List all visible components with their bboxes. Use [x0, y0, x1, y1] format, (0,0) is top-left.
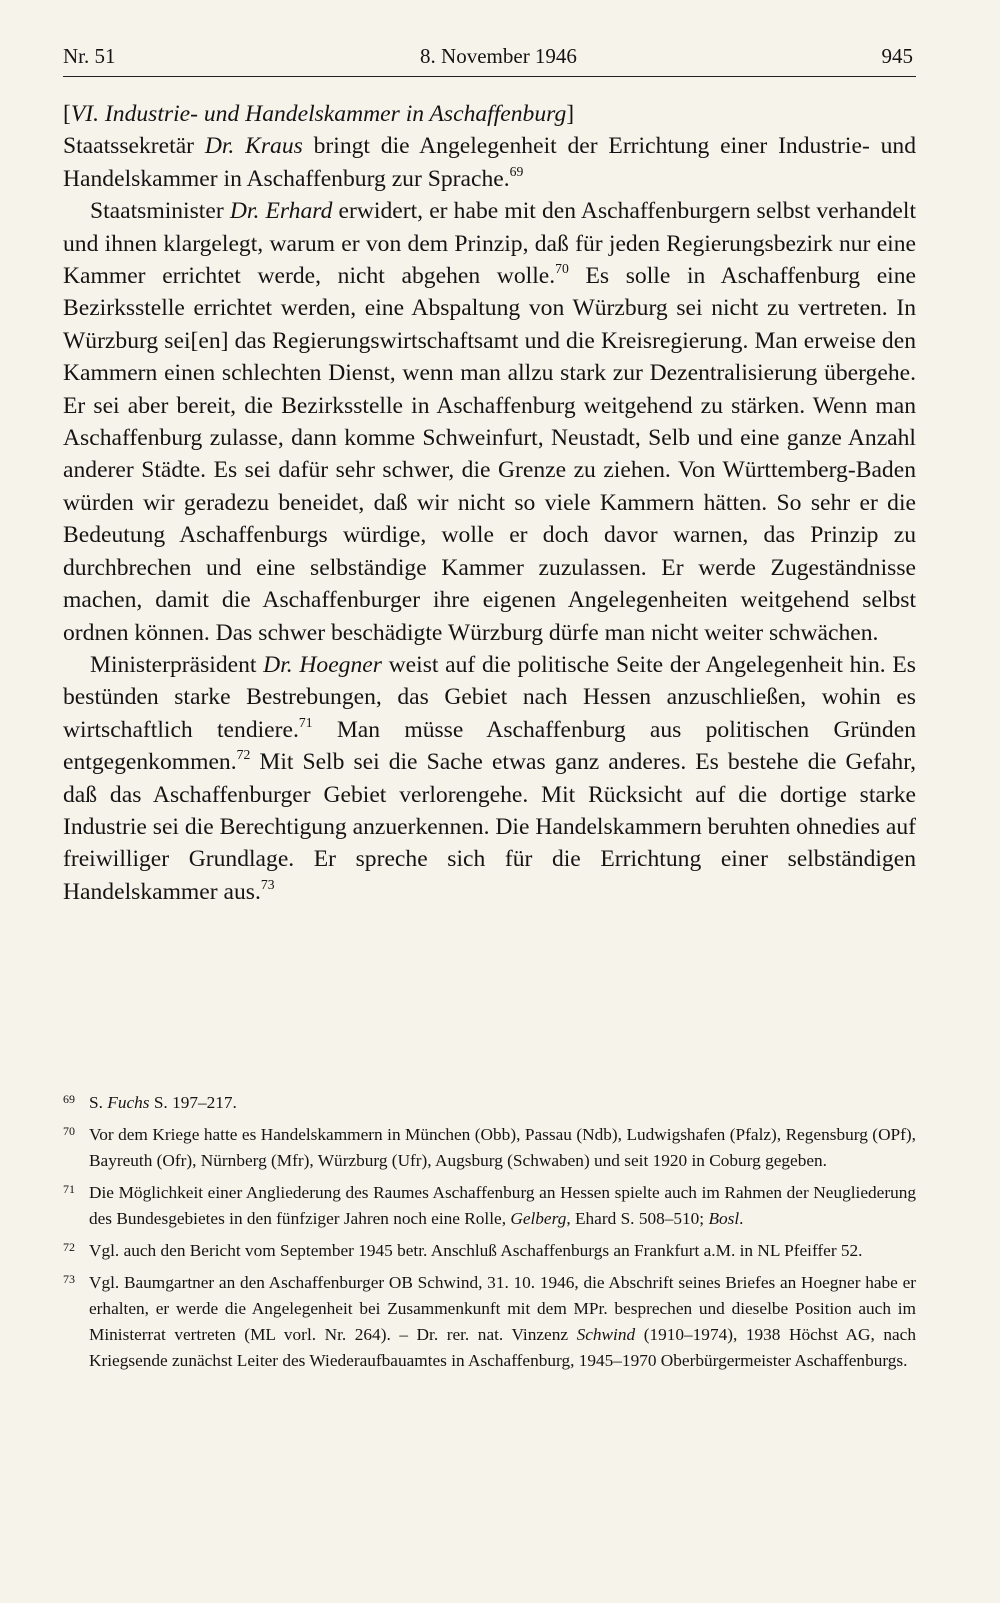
text-run: S.	[89, 1093, 108, 1112]
speaker-name: Dr. Hoegner	[263, 651, 382, 678]
footnote-text: Vor dem Kriege hatte es Handelskammern in München (Obb), Passau (Ndb), Ludwigshafen (Pfalz), Regensburg (OPf), Bayreuth (Ofr), Nürnberg (Mfr), Würzburg (Ufr), Augsburg (Schwaben) und seit 1920 in Coburg gegeben.	[89, 1125, 916, 1170]
footnote-ref-71[interactable]: 71	[298, 714, 313, 730]
footnote-number: 70	[63, 1124, 75, 1138]
section-heading	[63, 98, 916, 130]
footnote-text	[89, 1180, 916, 1232]
text-run: Staatssekretär	[63, 133, 205, 160]
paragraph-kraus	[63, 130, 916, 195]
footnote-ref-69[interactable]: 69	[509, 163, 524, 179]
heading-bracket-open: [	[63, 101, 71, 127]
text-run: Ministerpräsident	[90, 651, 264, 678]
footnote-ref-72[interactable]: 72	[236, 747, 251, 763]
footnote-69	[63, 1090, 916, 1116]
footnote-text	[89, 1090, 916, 1116]
text-run: .	[739, 1209, 744, 1228]
text-run: bringt die Angelegenheit der Errichtung einer Industrie- und Handelskammer in Aschaffenburg zur Sprache.	[63, 133, 916, 192]
main-text	[63, 98, 916, 908]
footnote-text	[89, 1270, 916, 1374]
footnote-71	[63, 1180, 916, 1232]
footnote-text: Vgl. auch den Bericht vom September 1945 betr. Anschluß Aschaffenburgs an Frankfurt a.M. in NL Pfeiffer 52.	[89, 1241, 863, 1260]
footnote-number: 69	[63, 1092, 75, 1106]
footnote-70	[63, 1122, 916, 1174]
footnote-number: 71	[63, 1182, 75, 1196]
speaker-name: Dr. Erhard	[229, 198, 333, 225]
text-run: Die Möglichkeit einer Angliederung des Raumes Aschaffenburg an Hessen spielte auch im Rahmen der Neugliederung des Bundesgebietes in den fünfziger Jahren noch eine Rolle,	[89, 1183, 916, 1228]
header-rule	[63, 76, 916, 77]
text-run: Vgl. Baumgartner an den Aschaffenburger OB Schwind, 31. 10. 1946, die Abschrift seines Briefes an Hoegner habe er erhalten, er werde die Angelegenheit bei Zusammenkunft mit dem MPr. besprechen und dieselbe Position auch im Ministerrat vertreten (ML vorl. Nr. 264). – Dr. rer. nat. Vinzenz	[89, 1273, 916, 1344]
issue-number: Nr. 51	[63, 44, 116, 68]
footnotes	[63, 1090, 916, 1380]
text-run: Mit Selb sei die Sache etwas ganz anderes. Es bestehe die Gefahr, daß das Aschaffenburger Gebiet verlorengehe. Mit Rücksicht auf die dortige starke Industrie sei die Berechtigung anzuerkennen. Die Handelskammern beruhten ohnedies auf freiwilliger Grundlage. Er spreche sich für die Errichtung einer selbständigen Handelskammer aus.	[63, 749, 917, 905]
text-run: , Ehard S. 508–510;	[566, 1209, 709, 1228]
author-name: Bosl	[708, 1209, 740, 1228]
text-run: (1910–1974), 1938 Höchst AG, nach Kriegsende zunächst Leiter des Wiederaufbauamtes in Aschaffenburg, 1945–1970 Oberbürgermeister Aschaffenburgs.	[89, 1325, 916, 1370]
paragraph-hoegner	[63, 649, 916, 908]
running-header	[63, 44, 913, 74]
text-run: Man müsse Aschaffenburg aus politischen Gründen entgegenkommen.	[63, 716, 916, 776]
page-number: 945	[881, 44, 913, 68]
text-run: S. 197–217.	[149, 1093, 237, 1112]
footnote-ref-73[interactable]: 73	[260, 876, 275, 892]
footnote-number: 73	[63, 1272, 75, 1286]
person-name: Schwind	[576, 1325, 636, 1344]
footnote-ref-70[interactable]: 70	[555, 261, 569, 277]
author-name: Fuchs	[107, 1093, 150, 1112]
heading-bracket-close: ]	[566, 101, 575, 127]
text-run: Staatsminister	[90, 198, 230, 225]
text-run: weist auf die politische Seite der Angelegenheit hin. Es bestünden starke Bestrebungen, das Gebiet nach Hessen anzuschließen, wohin es wirtschaftlich tendiere.	[63, 651, 916, 743]
heading-text: VI. Industrie- und Handelskammer in Aschaffenburg	[70, 101, 567, 127]
paragraph-erhard	[63, 195, 916, 649]
footnote-73	[63, 1270, 916, 1374]
header-date: 8. November 1946	[420, 44, 577, 68]
text-run: Es solle in Aschaffenburg eine Bezirksstelle errichtet werden, eine Abspaltung von Würzburg sei nicht zu vertreten. In Würzburg sei[en] das Regierungswirtschaftsamt und die Kreisregierung. Man erweise den Kammern einen schlechten Dienst, wenn man allzu stark zur Dezentralisierung übergehe. Er sei aber bereit, die Bezirksstelle in Aschaffenburg weitgehend zu stärken. Wenn man Aschaffenburg zulasse, dann komme Schweinfurt, Neustadt, Selb und eine ganze Anzahl anderer Städte. Es sei dafür sehr schwer, die Grenze zu ziehen. Von Württemberg-Baden würden wir geradezu beneidet, daß wir nicht so viele Kammern hätten. So sehr er die Bedeutung Aschaffenburgs würdige, wolle er doch davor warnen, das Prinzip zu durchbrechen und eine selbständige Kammer zuzulassen. Er werde Zugeständnisse machen, damit die Aschaffenburger ihre eigenen Angelegenheiten weitgehend selbst ordnen können. Das schwer beschädigte Würzburg dürfe man nicht weiter schwächen.	[63, 263, 916, 646]
author-name: Gelberg	[510, 1209, 567, 1228]
footnote-72	[63, 1238, 916, 1264]
speaker-name: Dr. Kraus	[204, 133, 303, 160]
footnote-number: 72	[63, 1240, 75, 1254]
text-run: erwidert, er habe mit den Aschaffenburgern selbst verhandelt und ihnen klargelegt, warum er von dem Prinzip, daß für jeden Regierungsbezirk nur eine Kammer errichtet werde, nicht abgehen wolle.	[63, 198, 916, 290]
